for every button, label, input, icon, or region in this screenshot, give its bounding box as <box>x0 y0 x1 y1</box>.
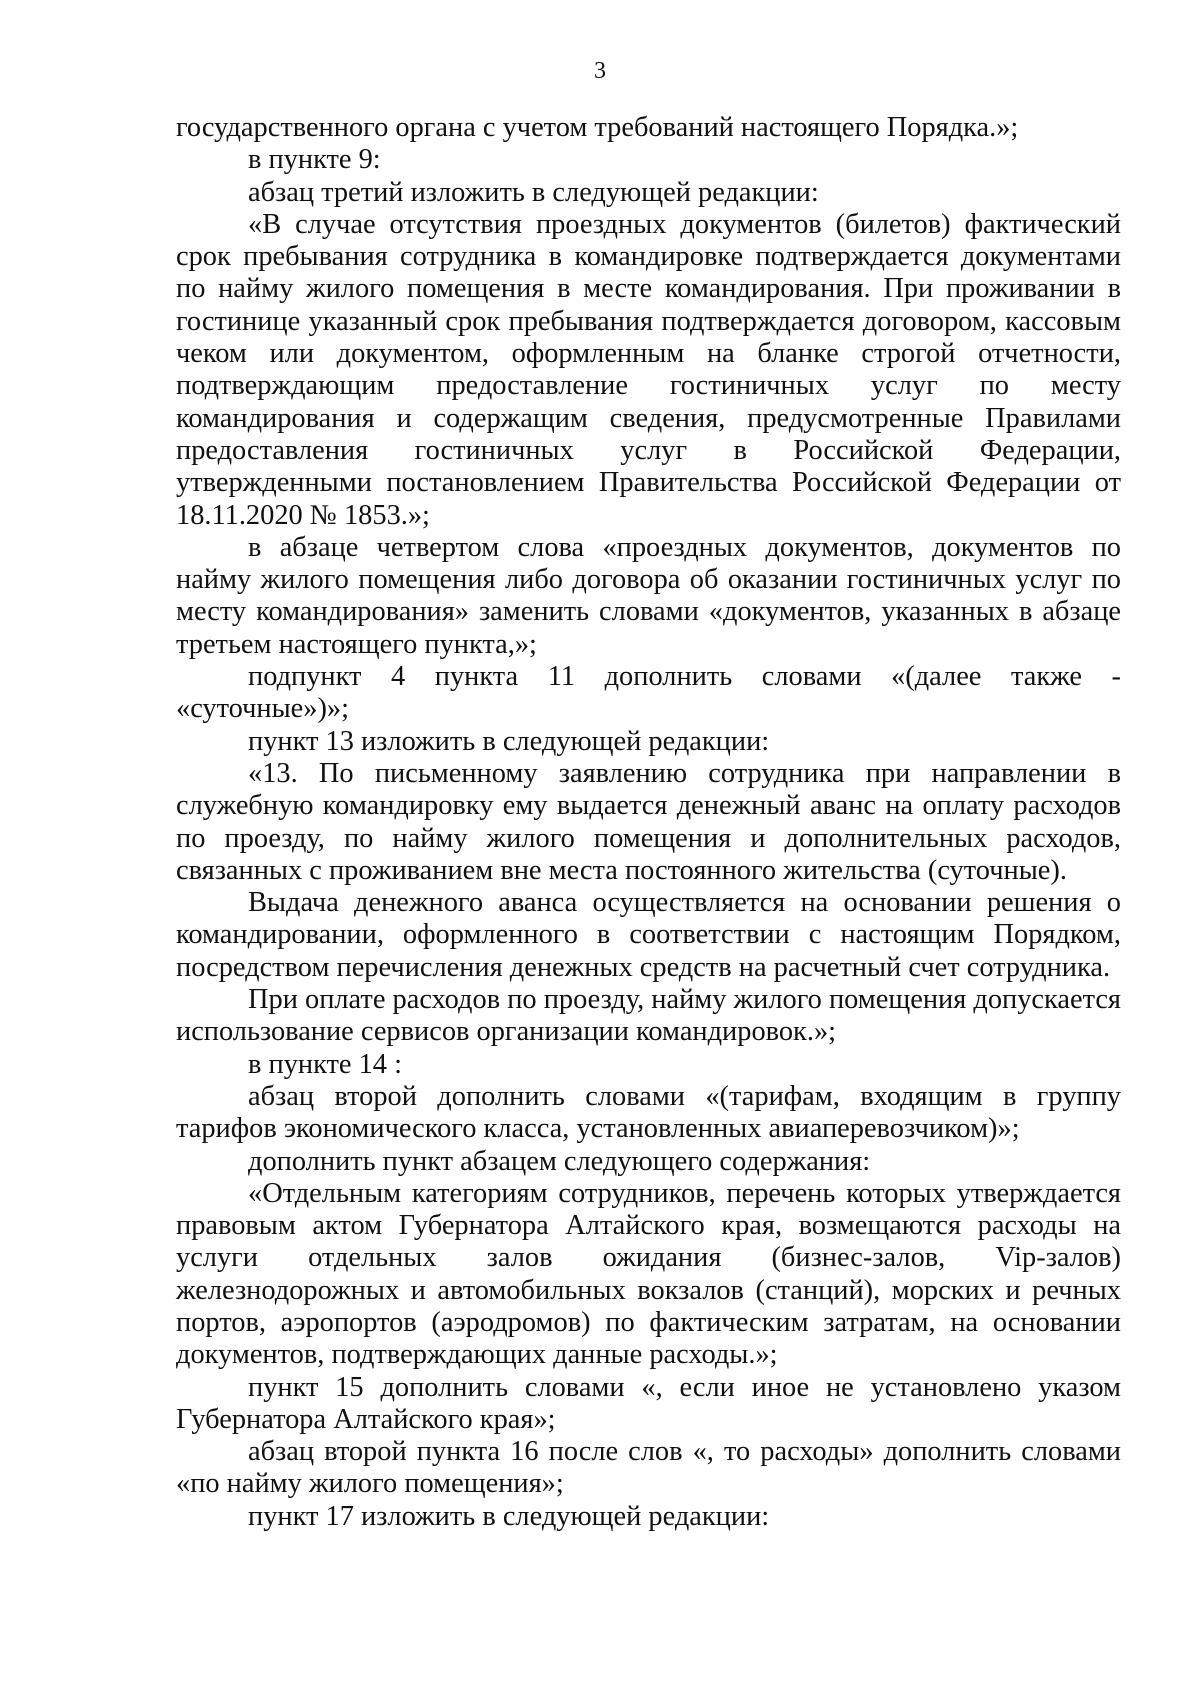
paragraph-continuation: государственного органа с учетом требований настоящего Порядка.»; <box>176 112 1019 143</box>
paragraph-subpoint-4-point-11: подпункт 4 пункта 11 дополнить словами «(далее также - «суточные»)»; <box>176 661 1121 725</box>
paragraph-point-17: пункт 17 изложить в следующей редакции: <box>248 1500 770 1532</box>
paragraph-point-13-instruction: пункт 13 изложить в следующей редакции: <box>248 725 770 757</box>
paragraph-point-9: в пункте 9: <box>248 144 381 176</box>
paragraph-point-14: в пункте 14 : <box>248 1048 402 1080</box>
paragraph-instruction-third-abzac: абзац третий изложить в следующей редакции: <box>248 176 819 208</box>
paragraph-point-13-text: «13. По письменному заявлению сотрудника при направлении в служебную командировку ему выдается денежный аванс на оплату расходов по проезду, по найму жилого помещения и дополнительных расходов, связанных с проживанием вне места постоянного жительства (суточные). <box>176 757 1121 886</box>
paragraph-quote-travel-documents: «В случае отсутствия проездных документов (билетов) фактический срок пребывания сотрудника в командировке подтверждается документами по найму жилого помещения в месте командирования. При проживании в гостинице указанный срок пребывания подтверждается договором, кассовым чеком или документом, оформленным на бланке строгой отчетности, подтверждающим предоставление гостиничных услуг по месту командирования и содержащим сведения, предусмотренные Правилами предоставления гостиничных услуг в Российской Федерации, утвержденными постановлением Правительства Российской Федерации от 18.11.2020 № 1853.»; <box>176 208 1121 531</box>
paragraph-point-16: абзац второй пункта 16 после слов «, то расходы» дополнить словами «по найму жилого помещения»; <box>176 1436 1121 1500</box>
paragraph-point-15: пункт 15 дополнить словами «, если иное не установлено указом Губернатора Алтайского края»; <box>176 1371 1121 1435</box>
paragraph-advance-issuance: Выдача денежного аванса осуществляется на основании решения о командировании, оформленного в соответствии с настоящим Порядком, посредством перечисления денежных средств на расчетный счет сотрудника. <box>176 887 1121 983</box>
paragraph-travel-services: При оплате расходов по проезду, найму жилого помещения допускается использование сервисов организации командировок.»; <box>176 984 1121 1048</box>
page-number: 3 <box>594 58 606 84</box>
document-body <box>176 112 1121 1533</box>
paragraph-add-abzac-instruction: дополнить пункт абзацем следующего содержания: <box>248 1145 871 1177</box>
paragraph-fourth-abzac-replacement: в абзаце четвертом слова «проездных документов, документов по найму жилого помещения либо договора об оказании гостиничных услуг по месту командирования» заменить словами «документов, указанных в абзаце третьем настоящего пункта,»; <box>176 531 1121 660</box>
paragraph-second-abzac-tariffs: абзац второй дополнить словами «(тарифам, входящим в группу тарифов экономического класса, установленных авиаперевозчиком)»; <box>176 1080 1121 1145</box>
paragraph-quote-lounges: «Отдельным категориям сотрудников, перечень которых утверждается правовым актом Губернатора Алтайского края, возмещаются расходы на услуги отдельных залов ожидания (бизнес-залов, Vip-залов) железнодорожных и автомобильных вокзалов (станций), морских и речных портов, аэропортов (аэродромов) по фактическим затратам, на основании документов, подтверждающих данные расходы.»; <box>176 1177 1121 1371</box>
